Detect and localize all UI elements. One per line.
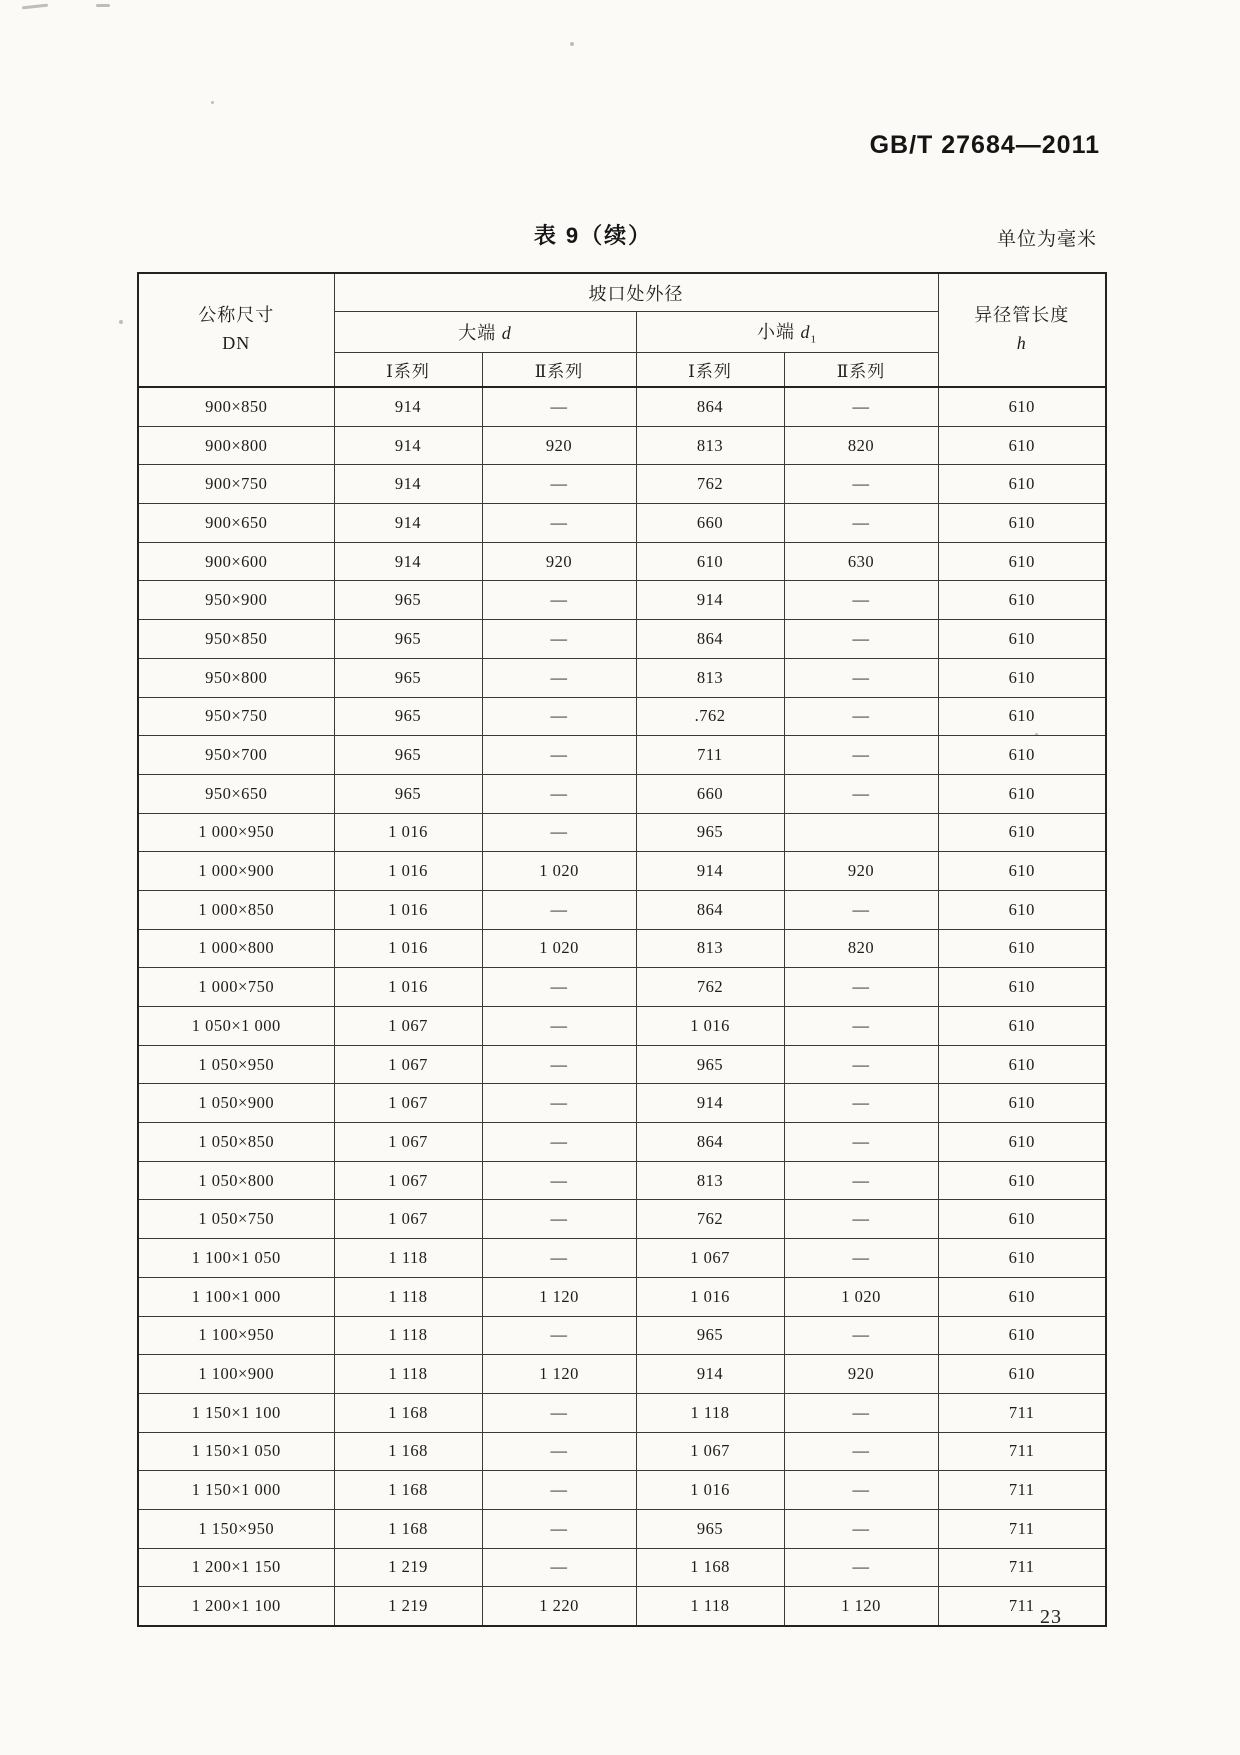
- dn-cell: 950×750: [138, 697, 334, 736]
- dn-cell: 1 000×750: [138, 968, 334, 1007]
- small-end-series2-cell: —: [784, 1509, 938, 1548]
- big-end-series1-cell: 1 168: [334, 1471, 482, 1510]
- big-end-series2-cell: —: [482, 1509, 636, 1548]
- big-end-series1-cell: 1 219: [334, 1587, 482, 1626]
- small-end-series1-cell: 1 016: [636, 1471, 784, 1510]
- small-end-series2-cell: —: [784, 1045, 938, 1084]
- header-small-end: [636, 312, 938, 353]
- small-end-series2-cell: 630: [784, 542, 938, 581]
- big-end-series1-cell: 914: [334, 426, 482, 465]
- big-end-series2-cell: —: [482, 658, 636, 697]
- big-end-series2-cell: —: [482, 697, 636, 736]
- big-end-series2-cell: —: [482, 968, 636, 1007]
- length-cell: 711: [938, 1587, 1106, 1626]
- length-cell: 610: [938, 426, 1106, 465]
- table-row: [138, 1509, 1106, 1548]
- small-end-series2-cell: —: [784, 465, 938, 504]
- big-end-series1-cell: 1 118: [334, 1239, 482, 1278]
- small-end-series1-cell: 914: [636, 852, 784, 891]
- small-end-series2-cell: —: [784, 1471, 938, 1510]
- big-end-series2-cell: —: [482, 890, 636, 929]
- small-end-series2-cell: —: [784, 774, 938, 813]
- dn-cell: 1 000×900: [138, 852, 334, 891]
- big-end-series1-cell: 1 016: [334, 890, 482, 929]
- dn-cell: 1 050×850: [138, 1123, 334, 1162]
- table-row: [138, 968, 1106, 1007]
- small-end-series1-cell: 914: [636, 581, 784, 620]
- length-cell: 610: [938, 1200, 1106, 1239]
- small-end-series1-cell: 864: [636, 890, 784, 929]
- dn-cell: 950×650: [138, 774, 334, 813]
- big-end-series1-cell: 1 067: [334, 1007, 482, 1046]
- big-end-series2-cell: —: [482, 1393, 636, 1432]
- big-end-series2-cell: 1 020: [482, 852, 636, 891]
- big-end-series2-cell: —: [482, 774, 636, 813]
- table-row: [138, 1587, 1106, 1626]
- dn-cell: 900×650: [138, 504, 334, 543]
- small-end-series1-cell: 762: [636, 1200, 784, 1239]
- dn-cell: 1 050×950: [138, 1045, 334, 1084]
- table-row: [138, 813, 1106, 852]
- length-cell: 610: [938, 929, 1106, 968]
- small-end-series1-cell: 864: [636, 387, 784, 426]
- table-row: [138, 387, 1106, 426]
- table-row: [138, 1200, 1106, 1239]
- table-row: [138, 1471, 1106, 1510]
- dn-cell: 1 100×1 050: [138, 1239, 334, 1278]
- table-row: [138, 1355, 1106, 1394]
- small-end-series1-cell: 813: [636, 426, 784, 465]
- big-end-series1-cell: 965: [334, 620, 482, 659]
- dn-cell: 1 050×800: [138, 1161, 334, 1200]
- table-row: [138, 620, 1106, 659]
- big-end-series1-cell: 1 016: [334, 929, 482, 968]
- big-end-series1-cell: 914: [334, 542, 482, 581]
- length-cell: 711: [938, 1548, 1106, 1587]
- big-end-series1-cell: 914: [334, 465, 482, 504]
- length-cell: 610: [938, 890, 1106, 929]
- small-end-series2-cell: —: [784, 1432, 938, 1471]
- header-big-end-series2: Ⅱ系列: [482, 353, 636, 388]
- table-row: [138, 1393, 1106, 1432]
- dn-cell: 1 100×950: [138, 1316, 334, 1355]
- small-end-series2-cell: —: [784, 1393, 938, 1432]
- big-end-series2-cell: —: [482, 504, 636, 543]
- unit-note: 单位为毫米: [996, 229, 1097, 250]
- table-row: [138, 465, 1106, 504]
- dn-cell: 900×850: [138, 387, 334, 426]
- dn-cell: 1 050×900: [138, 1084, 334, 1123]
- length-cell: 610: [938, 1007, 1106, 1046]
- small-end-series1-cell: 660: [636, 504, 784, 543]
- small-end-series2-cell: —: [784, 1084, 938, 1123]
- dn-cell: 1 200×1 100: [138, 1587, 334, 1626]
- dn-cell: 1 050×1 000: [138, 1007, 334, 1046]
- table-row: [138, 426, 1106, 465]
- scan-artifact: [96, 4, 110, 7]
- small-end-series2-cell: 920: [784, 852, 938, 891]
- length-cell: 711: [938, 1471, 1106, 1510]
- big-end-series1-cell: 965: [334, 581, 482, 620]
- big-end-series2-cell: —: [482, 1471, 636, 1510]
- small-end-series2-cell: —: [784, 1123, 938, 1162]
- header-big-end-symbol: d: [501, 323, 512, 343]
- length-cell: 610: [938, 1084, 1106, 1123]
- big-end-series1-cell: 1 016: [334, 813, 482, 852]
- big-end-series1-cell: 1 016: [334, 852, 482, 891]
- small-end-series2-cell: —: [784, 658, 938, 697]
- small-end-series1-cell: 1 067: [636, 1432, 784, 1471]
- table-row: [138, 697, 1106, 736]
- big-end-series2-cell: —: [482, 465, 636, 504]
- length-cell: 610: [938, 387, 1106, 426]
- dn-cell: 900×750: [138, 465, 334, 504]
- big-end-series1-cell: 1 118: [334, 1316, 482, 1355]
- big-end-series2-cell: 1 120: [482, 1355, 636, 1394]
- big-end-series2-cell: —: [482, 1084, 636, 1123]
- big-end-series1-cell: 1 067: [334, 1161, 482, 1200]
- big-end-series2-cell: —: [482, 1045, 636, 1084]
- length-cell: 610: [938, 736, 1106, 775]
- header-reducer-length-label: 异径管长度: [974, 305, 1070, 326]
- table-row: [138, 1045, 1106, 1084]
- length-cell: 610: [938, 1161, 1106, 1200]
- length-cell: 711: [938, 1432, 1106, 1471]
- big-end-series2-cell: —: [482, 1161, 636, 1200]
- small-end-series2-cell: —: [784, 736, 938, 775]
- small-end-series2-cell: —: [784, 581, 938, 620]
- big-end-series2-cell: 920: [482, 426, 636, 465]
- scan-artifact: [211, 101, 214, 104]
- small-end-series1-cell: 914: [636, 1084, 784, 1123]
- header-big-end-series1: Ⅰ系列: [334, 353, 482, 388]
- small-end-series2-cell: —: [784, 968, 938, 1007]
- big-end-series1-cell: 914: [334, 387, 482, 426]
- length-cell: 610: [938, 1277, 1106, 1316]
- big-end-series1-cell: 965: [334, 736, 482, 775]
- big-end-series1-cell: 914: [334, 504, 482, 543]
- dn-cell: 950×800: [138, 658, 334, 697]
- length-cell: 610: [938, 813, 1106, 852]
- small-end-series2-cell: [784, 813, 938, 852]
- small-end-series1-cell: 1 168: [636, 1548, 784, 1587]
- small-end-series2-cell: 1 120: [784, 1587, 938, 1626]
- small-end-series1-cell: 813: [636, 929, 784, 968]
- header-small-end-label: 小端: [757, 322, 795, 343]
- big-end-series1-cell: 1 067: [334, 1045, 482, 1084]
- length-cell: 610: [938, 1045, 1106, 1084]
- small-end-series1-cell: 762: [636, 465, 784, 504]
- small-end-series2-cell: 820: [784, 426, 938, 465]
- header-nominal-size-code: DN: [222, 333, 251, 353]
- big-end-series1-cell: 1 118: [334, 1355, 482, 1394]
- table-row: [138, 1432, 1106, 1471]
- table-row: [138, 1548, 1106, 1587]
- table-row: [138, 852, 1106, 891]
- big-end-series2-cell: —: [482, 1432, 636, 1471]
- table-row: [138, 542, 1106, 581]
- table-row: [138, 1239, 1106, 1278]
- header-groove-od: [334, 273, 938, 312]
- big-end-series1-cell: 1 016: [334, 968, 482, 1007]
- big-end-series2-cell: 1 020: [482, 929, 636, 968]
- big-end-series2-cell: 1 120: [482, 1277, 636, 1316]
- header-nominal-size: [138, 273, 334, 387]
- big-end-series1-cell: 965: [334, 658, 482, 697]
- big-end-series2-cell: 1 220: [482, 1587, 636, 1626]
- small-end-series2-cell: —: [784, 1548, 938, 1587]
- scan-artifact: [22, 4, 48, 10]
- small-end-series2-cell: —: [784, 1200, 938, 1239]
- length-cell: 610: [938, 581, 1106, 620]
- small-end-series1-cell: 610: [636, 542, 784, 581]
- header-reducer-length-symbol: h: [1016, 333, 1027, 353]
- header-reducer-length: [938, 273, 1106, 387]
- big-end-series2-cell: —: [482, 813, 636, 852]
- length-cell: 610: [938, 697, 1106, 736]
- header-groove-od-label: 坡口处外径: [588, 283, 684, 304]
- length-cell: 610: [938, 658, 1106, 697]
- dn-cell: 950×700: [138, 736, 334, 775]
- small-end-series2-cell: —: [784, 620, 938, 659]
- dn-cell: 1 150×950: [138, 1509, 334, 1548]
- length-cell: 610: [938, 774, 1106, 813]
- scan-artifact: [570, 42, 574, 46]
- length-cell: 610: [938, 465, 1106, 504]
- small-end-series2-cell: —: [784, 1161, 938, 1200]
- small-end-series2-cell: 920: [784, 1355, 938, 1394]
- header-small-end-series1: Ⅰ系列: [636, 353, 784, 388]
- dn-cell: 1 000×950: [138, 813, 334, 852]
- small-end-series1-cell: 1 067: [636, 1239, 784, 1278]
- table-title: 表 9（续）: [533, 223, 653, 248]
- small-end-series1-cell: 660: [636, 774, 784, 813]
- big-end-series1-cell: 1 067: [334, 1200, 482, 1239]
- dn-cell: 950×900: [138, 581, 334, 620]
- table-row: [138, 1007, 1106, 1046]
- big-end-series1-cell: 965: [334, 697, 482, 736]
- length-cell: 610: [938, 968, 1106, 1007]
- length-cell: 711: [938, 1509, 1106, 1548]
- length-cell: 610: [938, 852, 1106, 891]
- big-end-series1-cell: 1 067: [334, 1084, 482, 1123]
- dn-cell: 950×850: [138, 620, 334, 659]
- table-row: [138, 736, 1106, 775]
- length-cell: 610: [938, 542, 1106, 581]
- small-end-series2-cell: —: [784, 1316, 938, 1355]
- small-end-series2-cell: 1 020: [784, 1277, 938, 1316]
- length-cell: 610: [938, 1355, 1106, 1394]
- dn-cell: 1 000×850: [138, 890, 334, 929]
- table-row: [138, 929, 1106, 968]
- small-end-series1-cell: 965: [636, 1316, 784, 1355]
- big-end-series1-cell: 1 118: [334, 1277, 482, 1316]
- dn-cell: 1 150×1 000: [138, 1471, 334, 1510]
- table-row: [138, 504, 1106, 543]
- length-cell: 610: [938, 504, 1106, 543]
- table-row: [138, 1123, 1106, 1162]
- big-end-series2-cell: —: [482, 1200, 636, 1239]
- dn-cell: 1 200×1 150: [138, 1548, 334, 1587]
- length-cell: 610: [938, 620, 1106, 659]
- small-end-series1-cell: 1 118: [636, 1587, 784, 1626]
- page-number: 23: [1040, 1606, 1062, 1628]
- length-cell: 610: [938, 1239, 1106, 1278]
- header-nominal-size-label: 公称尺寸: [198, 305, 275, 326]
- big-end-series2-cell: —: [482, 1239, 636, 1278]
- table-row: [138, 1277, 1106, 1316]
- table-row: [138, 774, 1106, 813]
- table-row: [138, 1161, 1106, 1200]
- big-end-series2-cell: —: [482, 387, 636, 426]
- header-small-end-symbol: d: [800, 322, 811, 343]
- small-end-series2-cell: —: [784, 1239, 938, 1278]
- big-end-series2-cell: 920: [482, 542, 636, 581]
- small-end-series1-cell: 1 016: [636, 1007, 784, 1046]
- big-end-series2-cell: —: [482, 736, 636, 775]
- header-small-end-subscript: 1: [810, 333, 817, 346]
- big-end-series1-cell: 1 168: [334, 1432, 482, 1471]
- small-end-series1-cell: 965: [636, 813, 784, 852]
- dn-cell: 900×600: [138, 542, 334, 581]
- small-end-series1-cell: .762: [636, 697, 784, 736]
- small-end-series2-cell: —: [784, 387, 938, 426]
- length-cell: 610: [938, 1123, 1106, 1162]
- big-end-series1-cell: 965: [334, 774, 482, 813]
- dn-cell: 1 000×800: [138, 929, 334, 968]
- big-end-series1-cell: 1 219: [334, 1548, 482, 1587]
- table-row: [138, 1084, 1106, 1123]
- dn-cell: 1 050×750: [138, 1200, 334, 1239]
- big-end-series1-cell: 1 168: [334, 1509, 482, 1548]
- header-small-end-series2: Ⅱ系列: [784, 353, 938, 388]
- small-end-series1-cell: 813: [636, 1161, 784, 1200]
- table-row: [138, 658, 1106, 697]
- small-end-series1-cell: 813: [636, 658, 784, 697]
- big-end-series2-cell: —: [482, 1316, 636, 1355]
- header-big-end: [334, 312, 636, 353]
- small-end-series2-cell: —: [784, 890, 938, 929]
- table-body: [138, 387, 1106, 1626]
- small-end-series1-cell: 965: [636, 1509, 784, 1548]
- big-end-series1-cell: 1 067: [334, 1123, 482, 1162]
- small-end-series1-cell: 914: [636, 1355, 784, 1394]
- big-end-series2-cell: —: [482, 1548, 636, 1587]
- small-end-series2-cell: —: [784, 1007, 938, 1046]
- dn-cell: 1 100×900: [138, 1355, 334, 1394]
- standard-code: GB/T 27684—2011: [869, 131, 1100, 159]
- table-row: [138, 1316, 1106, 1355]
- header-big-end-label: 大端: [458, 323, 497, 343]
- big-end-series2-cell: —: [482, 581, 636, 620]
- small-end-series1-cell: 1 118: [636, 1393, 784, 1432]
- length-cell: 711: [938, 1393, 1106, 1432]
- small-end-series1-cell: 711: [636, 736, 784, 775]
- small-end-series1-cell: 965: [636, 1045, 784, 1084]
- small-end-series1-cell: 762: [636, 968, 784, 1007]
- dimension-table: [137, 272, 1107, 1627]
- small-end-series2-cell: —: [784, 504, 938, 543]
- scan-artifact: [119, 320, 123, 324]
- small-end-series1-cell: 1 016: [636, 1277, 784, 1316]
- small-end-series2-cell: —: [784, 697, 938, 736]
- big-end-series2-cell: —: [482, 1007, 636, 1046]
- small-end-series1-cell: 864: [636, 620, 784, 659]
- dn-cell: 1 100×1 000: [138, 1277, 334, 1316]
- table-row: [138, 581, 1106, 620]
- big-end-series2-cell: —: [482, 1123, 636, 1162]
- table-row: [138, 890, 1106, 929]
- big-end-series2-cell: —: [482, 620, 636, 659]
- length-cell: 610: [938, 1316, 1106, 1355]
- dn-cell: 1 150×1 050: [138, 1432, 334, 1471]
- small-end-series1-cell: 864: [636, 1123, 784, 1162]
- big-end-series1-cell: 1 168: [334, 1393, 482, 1432]
- dn-cell: 1 150×1 100: [138, 1393, 334, 1432]
- dn-cell: 900×800: [138, 426, 334, 465]
- table-header: [138, 273, 1106, 387]
- small-end-series2-cell: 820: [784, 929, 938, 968]
